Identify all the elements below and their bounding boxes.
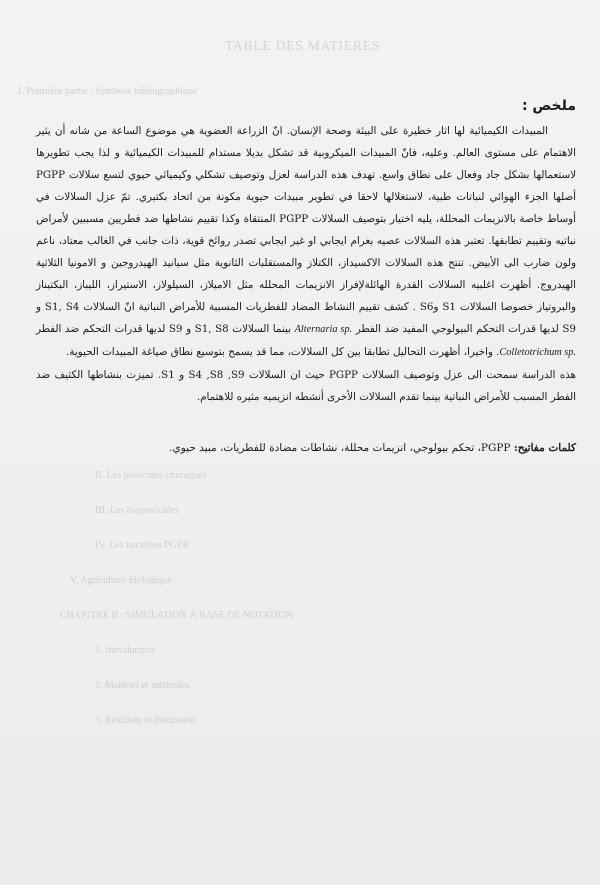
abstract-paragraph-1-continued: بينما السلالات S1, S8 و S9 لديها قدرات التحكم ضد الفطر	[36, 323, 291, 335]
abstract-paragraph-1-text: المبيدات الكيميائية لها اثار خطيرة على البيئة وصحة الإنسان. انّ الزراعة العضوية هي موضوع الساعة من شانه أن يثير الاهتمام على مستوى العالم. وعليه، فانّ المبيدات الميكروبية قد تشكل بديلا مستدام للمبيدات الكيميائية و لذا يجب تطويرها لاستعمالها بشكل جاد وفعال على نطاق واسع. تهدف هذه الدراسة لعزل وتوصيف تشكلي وكيميائي حيوي لتسع سلالات PGPP أصلها الجزء الهوائي لنباتات طبية، لاستغلالها لاحقا في تطوير مبيدات حيوية مكونة من اتحاد بكتيري. تمّ عزل السلالات في أوساط خاصة بالانزيمات المحللة، يليه اختيار بتوصيف السلالات PGPP المنتقاة وكذا تقييم نشاطها ضد فطريين مسببين لأمراض نباتيه وتقييم تطابقها. تعتبر هذه السلالات عصيه بغرام ايجابي او غير ايجابي تصدر روائح قوية، ذات جانب في الغالب معتاد، ناعم ولون ضارب الى الأبيض. تنتج هذه السلالات الاكسيداز، الكتلاز والمستقلبات الثانوية مثل سيانيد الهيدروجين و الامونيا الثلاثية الهيدروج. أظهرت اغلبيه السلالات القدرة الهائلةلإفراز الانزيمات المحلله مثل الاميلاز، السيلولاز، الاستيراز، الليباز، البكتيناز والبروتياز خصوصا السلالات S1 وS6 . كشف تقييم النشاط المضاد للفطريات المسببة للأمراض النباتية انّ السلالات S1, S4 و S9 لديها قدرات التحكم البيولوجي المفيد ضد الفطر	[36, 125, 576, 335]
ghost-line: II. Les pesticides chimiques	[95, 470, 207, 481]
ghost-table-of-contents-title: TABLE DES MATIERES	[225, 39, 380, 54]
ghost-line: III. Les biopesticides	[95, 505, 180, 516]
species-alternaria: Alternaria sp.	[294, 324, 353, 335]
ghost-line: V. Agriculture biologique	[70, 575, 172, 586]
abstract-paragraph-2: هذه الدراسة سمحت الى عزل وتوصيف السلالات PGPP حيث ان السلالات S4 ,S8 ,S9 و S1. تميزت بنشاطها الكثيف ضد الفطر المسبب للأمراض النباتية بينما تقدم السلالات الأخرى أنشطه انزيميه مثيره للاهتمام.	[36, 369, 576, 403]
keywords-list: PGPP، تحكم بيولوجي، انزيمات محللة، نشاطات مضادة للفطريات، مبيد حيوي.	[169, 442, 511, 454]
abstract-paragraph-1	[36, 120, 576, 364]
abstract-heading: ملخص :	[521, 98, 576, 114]
keywords-line	[36, 438, 576, 458]
abstract-section	[36, 98, 576, 458]
abstract-body	[36, 120, 576, 408]
ghost-line: 3. Résultats et discussion	[95, 715, 196, 726]
ghost-line: I. Première partie : Synthèse bibliographique	[18, 86, 198, 97]
ghost-line: IV. Les bactéries PGPR	[95, 540, 190, 551]
ghost-line: 1. Introduction	[95, 645, 155, 656]
abstract-paragraph-1-end: . واخيرا، أظهرت التحاليل تطابقا بين كل السلالات، مما قد يسمح بتوسيع نطاق صياغة المبيدات الحيوية.	[66, 346, 500, 358]
ghost-line: CHAPITRE II : SIMULATION À BASE DE NOTATION	[60, 610, 293, 621]
species-colletotrichum: Colletotrichum sp.	[499, 347, 576, 358]
ghost-line: 2. Matériel et méthodes	[95, 680, 190, 691]
keywords-label: كلمات مفاتيح:	[513, 442, 576, 454]
